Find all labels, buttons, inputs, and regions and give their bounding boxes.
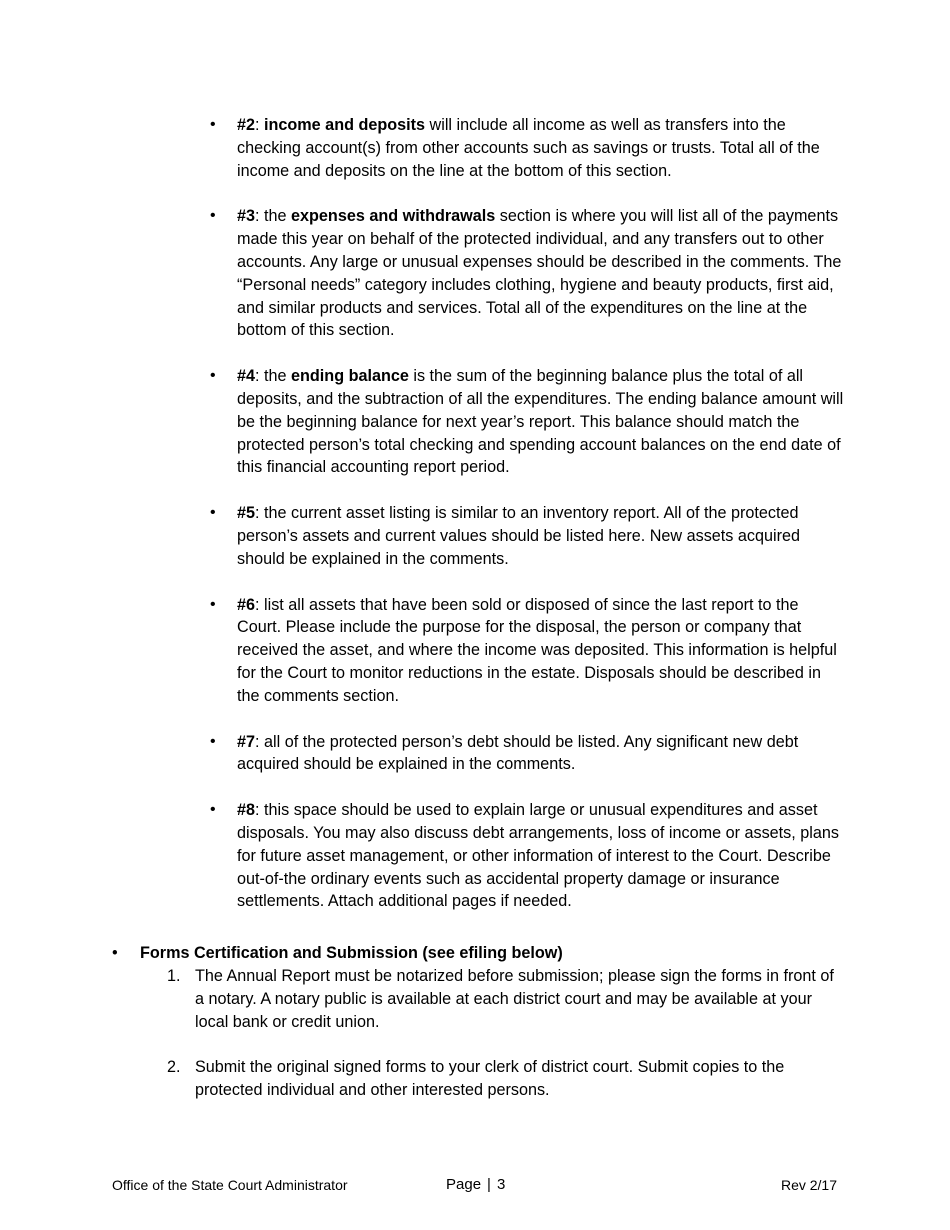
form-section-guide-list	[210, 114, 847, 936]
list-item-section-2: • #2: income and deposits will include all income as well as transfers into the checking account(s) from other accounts such as savings or trusts. Total all of the income and deposits on the line at the bottom of this section.	[210, 116, 820, 180]
step-number: 1.	[167, 967, 181, 985]
footer-page-number	[446, 1175, 505, 1195]
step-text: Submit the original signed forms to your clerk of district court. Submit copies to the protected individual and other interested persons.	[195, 1058, 785, 1100]
step-number: 2.	[167, 1058, 181, 1077]
footer-revision: Rev 2/17	[780, 1177, 837, 1193]
item-term: ending balance	[291, 367, 409, 386]
bullet-icon: •	[112, 944, 118, 962]
item-description: list all assets that have been sold or disposed of since the last report to the Court. Please include the purpose for the disposal, the person or company that received the asset, and where the income was deposited. This information is helpful for the Court to monitor reductions in the estate. Disposals should be described in the comments section.	[237, 595, 837, 705]
bullet-icon: •	[210, 367, 216, 385]
bullet-icon: •	[210, 732, 216, 750]
bullet-icon: •	[210, 207, 216, 225]
section-heading: Forms Certification and Submission (see efiling below)	[140, 944, 563, 962]
item-description: the current asset listing is similar to an inventory report. All of the protected person’s assets and current values should be listed here. New assets acquired should be explained in the comments.	[237, 504, 800, 568]
page-label: Page	[446, 1176, 482, 1193]
item-description: section is where you will list all of the payments made this year on behalf of the protected individual, and any transfers out to other accounts. Any large or unusual expenses should be described in the comments. The “Personal needs” category includes clothing, hygiene and beauty products, first aid, and similar products and services. Total all of the expenditures on the line at the bottom of this section.	[237, 207, 842, 340]
list-item-section-8: • #8: this space should be used to explain large or unusual expenditures and asset disposals. You may also discuss debt arrangements, loss of income or assets, plans for future asset management, or other information of interest to the Court. Describe out-of-the ordinary events such as accidental property damage or insurance settlements. Attach additional pages if needed.	[210, 801, 839, 911]
item-number: #5	[237, 504, 256, 523]
list-item-section-4: • #4: the ending balance is the sum of the beginning balance plus the total of all deposits, and the subtraction of all the expenditures. The ending balance amount will be the beginning balance for next year’s report. This balance should match the protected person’s total checking and spending account balances on the end date of this financial accounting report period.	[210, 367, 844, 477]
step-item	[167, 965, 845, 1033]
item-number: #6	[237, 595, 256, 614]
item-description: is the sum of the beginning balance plus the total of all deposits, and the subtraction of all the expenditures. The ending balance amount will be the beginning balance for next year’s report. This balance should match the protected person’s total checking and spending account balances on the end date of this financial accounting report period.	[237, 367, 844, 477]
item-number: #7	[237, 732, 256, 751]
bullet-icon: •	[210, 504, 216, 522]
bullet-icon: •	[210, 801, 216, 819]
page-divider: |	[487, 1176, 491, 1193]
footer-office: Office of the State Court Administrator	[112, 1177, 348, 1193]
page-number: 3	[496, 1176, 506, 1193]
step-item	[167, 1056, 845, 1102]
item-description: this space should be used to explain large or unusual expenditures and asset disposals. You may also discuss debt arrangements, loss of income or assets, plans for future asset management, or other information of interest to the Court. Describe out-of-the ordinary events such as accidental property damage or insurance settlements. Attach additional pages if needed.	[237, 801, 839, 911]
item-description: all of the protected person’s debt should be listed. Any significant new debt acquired should be explained in the comments.	[237, 732, 799, 774]
list-item-section-7: • #7: all of the protected person’s debt should be listed. Any significant new debt acquired should be explained in the comments.	[210, 732, 799, 774]
item-number: #2	[237, 116, 256, 134]
list-item-section-5: • #5: the current asset listing is similar to an inventory report. All of the protected person’s assets and current values should be listed here. New assets acquired should be explained in the comments.	[210, 504, 800, 568]
item-term: expenses and withdrawals	[291, 207, 496, 226]
bullet-icon: •	[210, 595, 216, 613]
item-number: #8	[237, 801, 256, 820]
list-item-section-6: • #6: list all assets that have been sold or disposed of since the last report to the Court. Please include the purpose for the disposal, the person or company that received the asset, and where the income was deposited. This information is helpful for the Court to monitor reductions in the estate. Disposals should be described in the comments section.	[210, 595, 837, 705]
list-item-section-3: • #3: the expenses and withdrawals section is where you will list all of the payments made this year on behalf of the protected individual, and any transfers out to other accounts. Any large or unusual expenses should be described in the comments. The “Personal needs” category includes clothing, hygiene and beauty products, first aid, and similar products and services. Total all of the expenditures on the line at the bottom of this section.	[210, 207, 842, 340]
item-description: will include all income as well as transfers into the checking account(s) from other accounts such as savings or trusts. Total all of the income and deposits on the line at the bottom of this section.	[237, 116, 820, 180]
step-text: The Annual Report must be notarized before submission; please sign the forms in front of a notary. A notary public is available at each district court and may be available at your local bank or credit union.	[195, 967, 834, 1031]
item-term: income and deposits	[264, 116, 426, 134]
submission-steps-list	[167, 965, 845, 1125]
item-number: #4	[237, 367, 256, 386]
bullet-icon: •	[210, 116, 216, 133]
item-number: #3	[237, 207, 256, 226]
